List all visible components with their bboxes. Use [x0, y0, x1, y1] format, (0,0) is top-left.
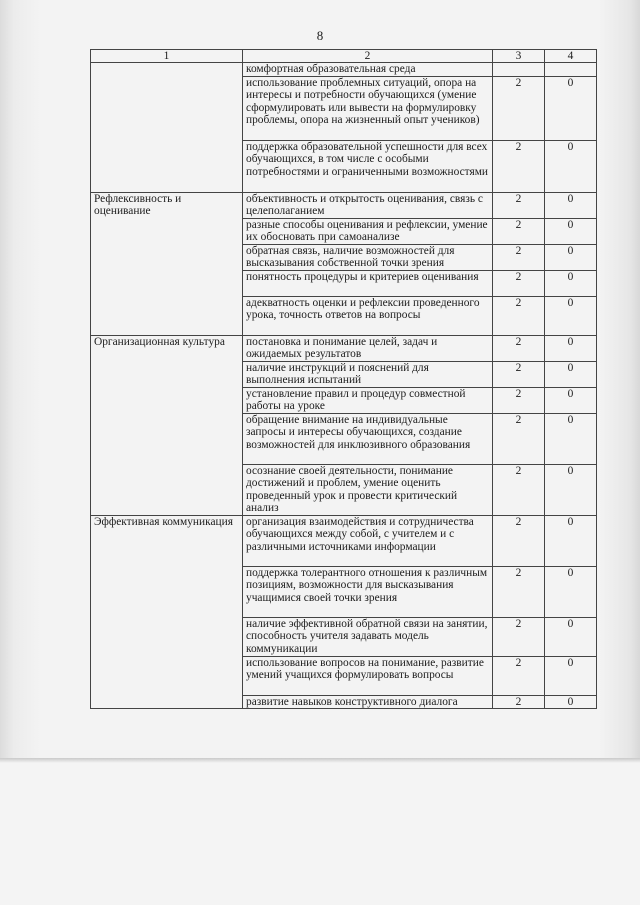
- value-cell: 0: [545, 218, 597, 244]
- table-row: [91, 63, 597, 76]
- table-row: [91, 192, 597, 218]
- score-cell: 2: [493, 515, 545, 566]
- page-number: 8: [316, 28, 324, 43]
- criterion-cell: установление правил и процедур совместной работы на уроке: [243, 387, 493, 413]
- category-cell: Эффективная коммуникация: [91, 515, 243, 708]
- score-cell: 2: [493, 76, 545, 140]
- score-cell: 2: [493, 464, 545, 515]
- category-cell: Рефлексивность и оценивание: [91, 192, 243, 335]
- value-cell: 0: [545, 387, 597, 413]
- header-cell: 1: [91, 50, 243, 63]
- score-cell: 2: [493, 695, 545, 708]
- score-cell: 2: [493, 244, 545, 270]
- value-cell: 0: [545, 515, 597, 566]
- category-cell: Организационная культура: [91, 335, 243, 515]
- value-cell: 0: [545, 192, 597, 218]
- score-cell: 2: [493, 270, 545, 296]
- criterion-cell: поддержка толерантного отношения к различным позициям, возможности для высказывания учащимися своей точки зрения: [243, 566, 493, 617]
- score-cell: 2: [493, 218, 545, 244]
- value-cell: 0: [545, 296, 597, 335]
- score-cell: 2: [493, 656, 545, 695]
- value-cell: 0: [545, 464, 597, 515]
- table-row: [91, 335, 597, 361]
- header-cell: 3: [493, 50, 545, 63]
- score-cell: 2: [493, 617, 545, 656]
- criterion-cell: организация взаимодействия и сотрудничества обучающихся между собой, с учителем и с различными источниками информации: [243, 515, 493, 566]
- score-cell: 2: [493, 192, 545, 218]
- score-cell: 2: [493, 335, 545, 361]
- score-cell: 2: [493, 566, 545, 617]
- value-cell: 0: [545, 270, 597, 296]
- criterion-cell: понятность процедуры и критериев оценивания: [243, 270, 493, 296]
- value-cell: 0: [545, 76, 597, 140]
- value-cell: 0: [545, 566, 597, 617]
- value-cell: [545, 63, 597, 76]
- category-cell: [91, 63, 243, 192]
- table-header-row: [91, 50, 597, 63]
- value-cell: 0: [545, 656, 597, 695]
- value-cell: 0: [545, 617, 597, 656]
- score-cell: [493, 63, 545, 76]
- criteria-table: [90, 49, 597, 709]
- value-cell: 0: [545, 361, 597, 387]
- score-cell: 2: [493, 361, 545, 387]
- criterion-cell: наличие инструкций и пояснений для выполнения испытаний: [243, 361, 493, 387]
- header-cell: 4: [545, 50, 597, 63]
- header-cell: 2: [243, 50, 493, 63]
- score-cell: 2: [493, 296, 545, 335]
- criterion-cell: использование проблемных ситуаций, опора на интересы и потребности обучающихся (умение сформулировать или вывести на формулировку проблемы, опора на жизненный опыт учеников): [243, 76, 493, 140]
- value-cell: 0: [545, 695, 597, 708]
- value-cell: 0: [545, 413, 597, 464]
- criterion-cell: использование вопросов на понимание, развитие умений учащихся формулировать вопросы: [243, 656, 493, 695]
- score-cell: 2: [493, 387, 545, 413]
- criterion-cell: разные способы оценивания и рефлексии, умение их обосновать при самоанализе: [243, 218, 493, 244]
- value-cell: 0: [545, 244, 597, 270]
- criterion-cell: постановка и понимание целей, задач и ожидаемых результатов: [243, 335, 493, 361]
- value-cell: 0: [545, 335, 597, 361]
- criterion-cell: наличие эффективной обратной связи на занятии, способность учителя задавать модель коммуникации: [243, 617, 493, 656]
- score-cell: 2: [493, 140, 545, 192]
- criterion-cell: адекватность оценки и рефлексии проведенного урока, точность ответов на вопросы: [243, 296, 493, 335]
- criterion-cell: развитие навыков конструктивного диалога: [243, 695, 493, 708]
- criterion-cell: обратная связь, наличие возможностей для высказывания собственной точки зрения: [243, 244, 493, 270]
- table-row: [91, 515, 597, 566]
- value-cell: 0: [545, 140, 597, 192]
- criterion-cell: объективность и открытость оценивания, связь с целеполаганием: [243, 192, 493, 218]
- criterion-cell: осознание своей деятельности, понимание достижений и проблем, умение оценить проведенный урок и провести критический анализ: [243, 464, 493, 515]
- score-cell: 2: [493, 413, 545, 464]
- criterion-cell: поддержка образовательной успешности для всех обучающихся, в том числе с особыми потребностями и ограниченными возможностями: [243, 140, 493, 192]
- scan-edge: [0, 758, 640, 763]
- criterion-cell: комфортная образовательная среда: [243, 63, 493, 76]
- criterion-cell: обращение внимание на индивидуальные запросы и интересы обучающихся, создание возможностей для инклюзивного образования: [243, 413, 493, 464]
